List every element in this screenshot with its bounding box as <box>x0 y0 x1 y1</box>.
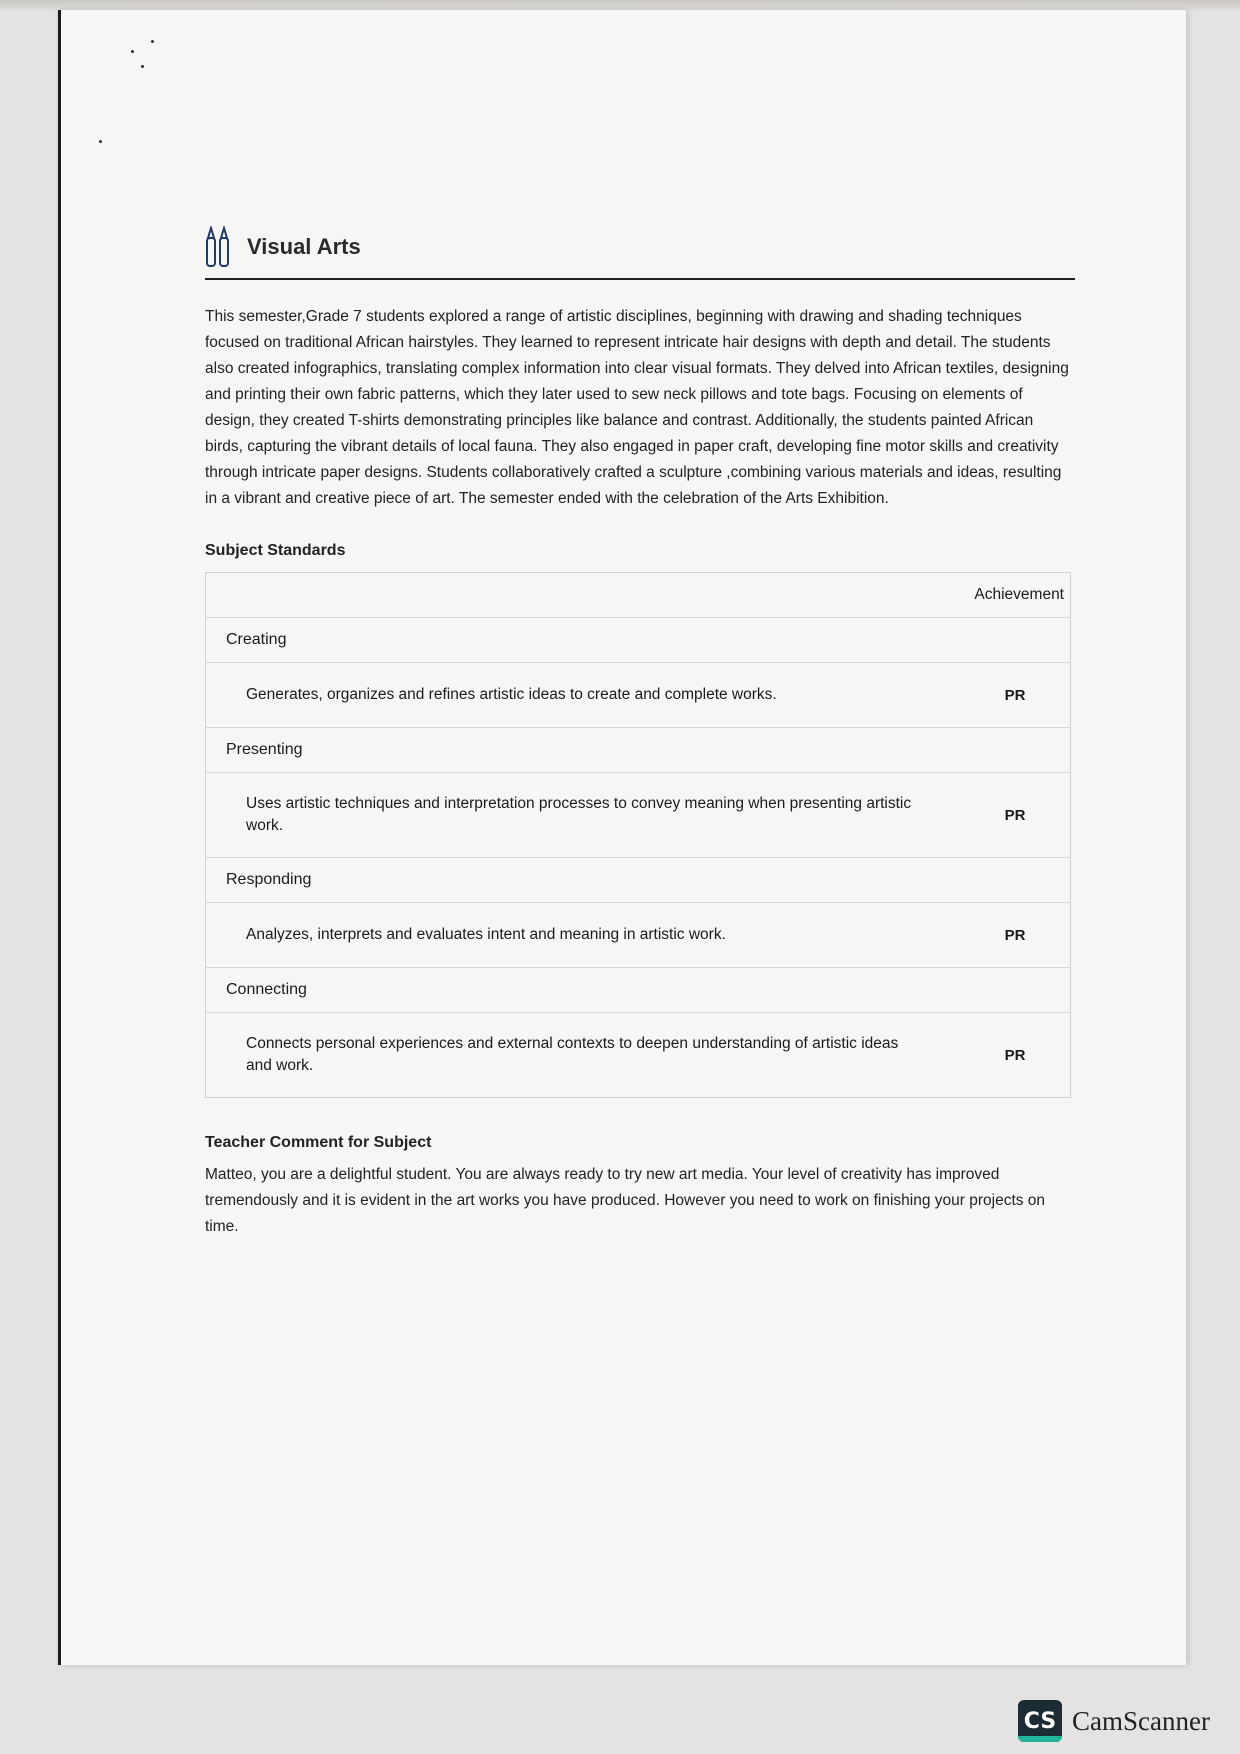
paintbrush-icon <box>205 226 231 268</box>
strand-label: Creating <box>206 618 1071 663</box>
scan-speck <box>131 50 134 53</box>
camscanner-logo-icon: CS <box>1018 1700 1062 1742</box>
strand-row <box>206 618 1071 663</box>
achievement-grade: PR <box>960 663 1071 728</box>
table-header-row <box>206 573 1071 618</box>
strand-row <box>206 728 1071 773</box>
teacher-comment-text: Matteo, you are a delightful student. You are always ready to try new art media. Your level of creativity has improved tremendously and it is evident in the art works you have produced. However you need to work on finishing your projects on time. <box>205 1166 1046 1235</box>
scan-speck <box>141 65 144 68</box>
camscanner-watermark <box>1018 1700 1210 1742</box>
standards-heading: Subject Standards <box>205 542 346 559</box>
achievement-grade: PR <box>960 773 1071 858</box>
subject-title: Visual Arts <box>247 234 361 259</box>
standard-description: Uses artistic techniques and interpretation processes to convey meaning when presenting artistic work. <box>206 773 961 858</box>
standard-row <box>206 663 1071 728</box>
standard-row <box>206 903 1071 968</box>
standard-row <box>206 1013 1071 1098</box>
strand-row <box>206 968 1071 1013</box>
camscanner-name: CamScanner <box>1072 1705 1210 1736</box>
subject-report <box>205 222 1075 1240</box>
achievement-grade: PR <box>960 1013 1071 1098</box>
teacher-comment-heading: Teacher Comment for Subject <box>205 1134 432 1151</box>
scan-speck <box>99 140 102 143</box>
scan-speck <box>151 40 154 43</box>
achievement-column-header: Achievement <box>974 586 1064 603</box>
achievement-grade: PR <box>960 903 1071 968</box>
standard-description: Generates, organizes and refines artistic ideas to create and complete works. <box>206 663 961 728</box>
standards-table <box>205 572 1071 1098</box>
strand-label: Connecting <box>206 968 1071 1013</box>
standard-row <box>206 773 1071 858</box>
standard-description: Analyzes, interprets and evaluates intent and meaning in artistic work. <box>206 903 961 968</box>
table-header-blank <box>206 573 961 618</box>
strand-row <box>206 858 1071 903</box>
subject-description: This semester,Grade 7 students explored a range of artistic disciplines, beginning with drawing and shading techniques focused on traditional African hairstyles. They learned to represent intricate hair designs with depth and detail. The students also created infographics, translating complex information into clear visual formats. They delved into African textiles, designing and printing their own fabric patterns, which they later used to sew neck pillows and tote bags. Focusing on elements of design, they created T-shirts demonstrating principles like balance and contrast. Additionally, the students painted African birds, capturing the vibrant details of local fauna. They also engaged in paper craft, developing fine motor skills and creativity through intricate paper designs. Students collaboratively crafted a sculpture ,combining various materials and ideas, resulting in a vibrant and creative piece of art. The semester ended with the celebration of the Arts Exhibition. <box>205 308 1069 507</box>
standard-description: Connects personal experiences and external contexts to deepen understanding of artistic ideas and work. <box>206 1013 961 1098</box>
subject-header <box>205 222 1075 280</box>
strand-label: Responding <box>206 858 1071 903</box>
strand-label: Presenting <box>206 728 1071 773</box>
